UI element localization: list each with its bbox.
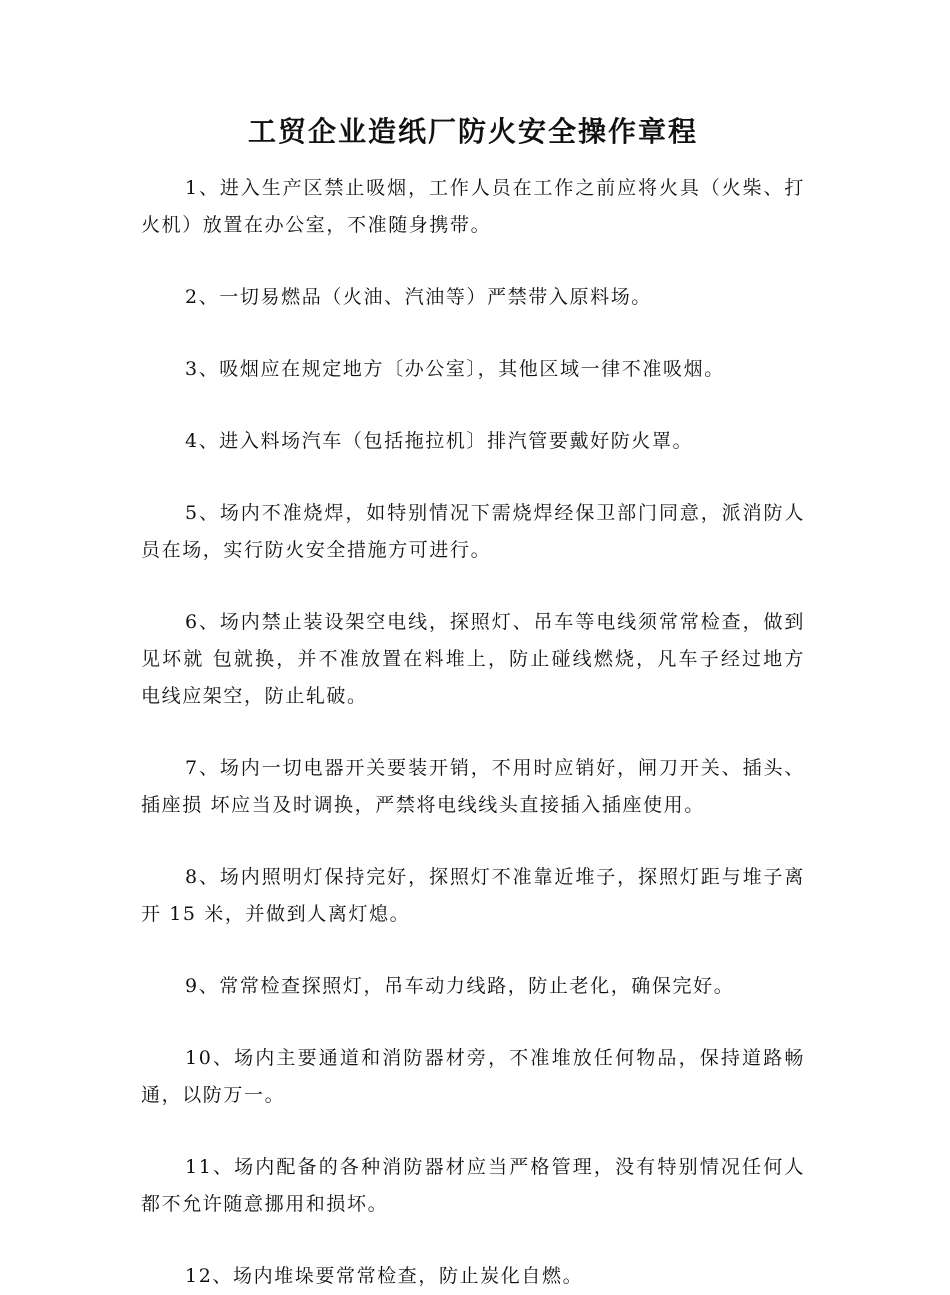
rule-item-8: 8、场内照明灯保持完好，探照灯不准靠近堆子，探照灯距与堆子离开 15 米，并做到人离灯熄。 xyxy=(141,866,805,925)
rule-item-2: 2、一切易燃品（火油、汽油等）严禁带入原料场。 xyxy=(185,286,652,308)
rule-item-6: 6、场内禁止装设架空电线，探照灯、吊车等电线须常常检查，做到见坏就 包就换，并不准放置在料堆上，防止碰线燃烧，凡车子经过地方电线应架空，防止轧破。 xyxy=(141,611,805,707)
rule-item-7: 7、场内一切电器开关要装开销，不用时应销好，闸刀开关、插头、插座损 坏应当及时调换，严禁将电线线头直接插入插座使用。 xyxy=(141,757,805,816)
rule-item-10: 10、场内主要通道和消防器材旁，不准堆放任何物品，保持道路畅通，以防万一。 xyxy=(141,1047,805,1106)
rule-item-1: 1、进入生产区禁止吸烟，工作人员在工作之前应将火具（火柴、打火机）放置在办公室，不准随身携带。 xyxy=(141,177,805,236)
rule-item-12: 12、场内堆垛要常常检查，防止炭化自燃。 xyxy=(185,1265,584,1287)
rules-list xyxy=(141,170,805,1295)
rule-item-3: 3、吸烟应在规定地方〔办公室〕，其他区域一律不准吸烟。 xyxy=(185,358,725,380)
rule-item-11: 11、场内配备的各种消防器材应当严格管理，没有特别情况任何人都不允许随意挪用和损坏。 xyxy=(141,1156,805,1215)
rule-item-4: 4、进入料场汽车（包括拖拉机〕排汽管要戴好防火罩。 xyxy=(185,430,694,452)
rule-item-9: 9、常常检查探照灯，吊车动力线路，防止老化，确保完好。 xyxy=(185,975,735,997)
document-title: 工贸企业造纸厂防火安全操作章程 xyxy=(247,115,698,148)
rule-item-5: 5、场内不准烧焊，如特别情况下需烧焊经保卫部门同意，派消防人员在场，实行防火安全措施方可进行。 xyxy=(141,502,805,561)
